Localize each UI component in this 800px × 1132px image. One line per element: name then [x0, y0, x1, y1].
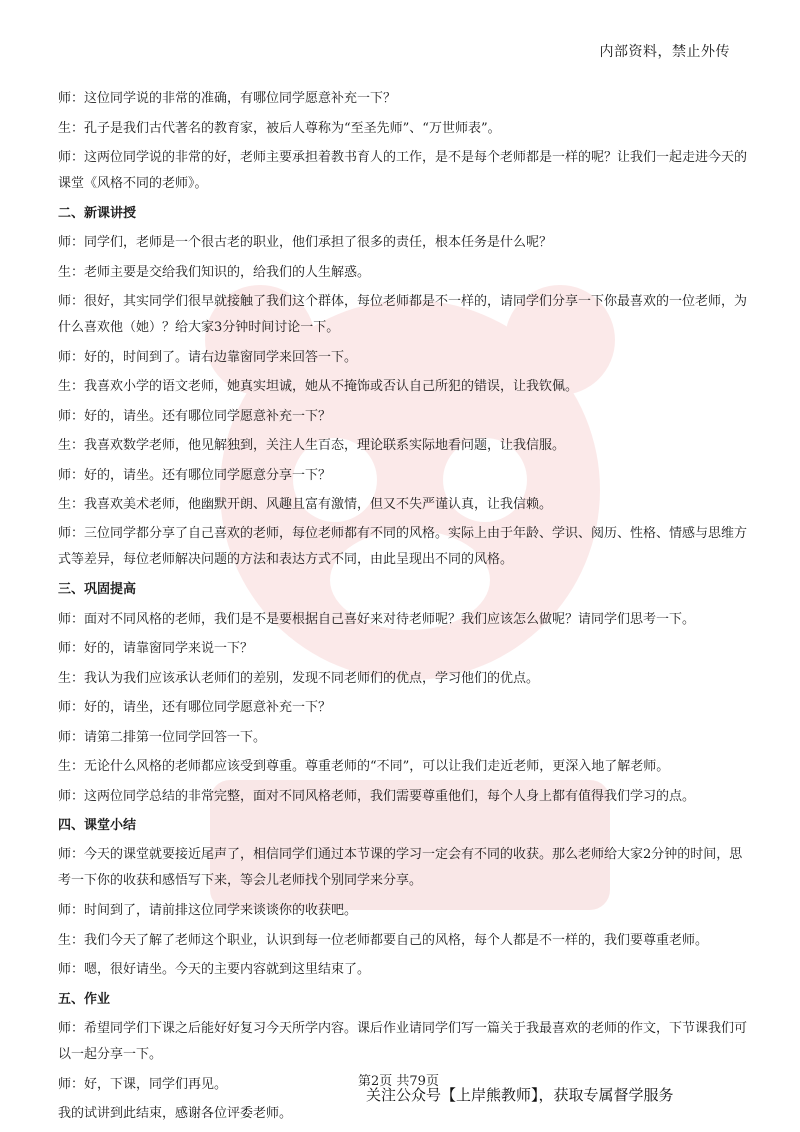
section-heading: 三、巩固提高	[58, 582, 137, 597]
dialogue-line: 生：我喜欢数学老师，他见解独到，关注人生百态，理论联系实际地看问题，让我信服。	[58, 438, 566, 453]
dialogue-line: 生：无论什么风格的老师都应该受到尊重。尊重老师的“不同”，可以让我们走近老师，更深入地了解老师。	[58, 759, 670, 774]
header-note: 内部资料，禁止外传	[599, 44, 730, 60]
dialogue-line: 生：我认为我们应该承认老师们的差别，发现不同老师们的优点，学习他们的优点。	[58, 670, 540, 686]
page-number: 第2页 共79页	[358, 1074, 439, 1089]
section-heading: 二、新课讲授	[58, 205, 137, 221]
dialogue-line: 生：孔子是我们古代著名的教育家，被后人尊称为“至圣先师”、“万世师表”。	[58, 120, 501, 136]
dialogue-line: 师：好的，请靠窗同学来说一下？	[58, 641, 254, 656]
dialogue-line: 我的试讲到此结束，感谢各位评委老师。	[58, 1106, 293, 1121]
section-heading: 四、课堂小结	[58, 818, 137, 833]
dialogue-line: 师：请第二排第一位同学回答一下。	[58, 729, 267, 745]
dialogue-line: 师：这两位同学总结的非常完整，面对不同风格老师，我们需要尊重他们，每个人身上都有值得我们学习的点。	[58, 788, 696, 804]
dialogue-line: 生：我们今天了解了老师这个职业，认识到每一位老师都要自己的风格，每个人都是不一样的，我们要尊重老师。	[58, 932, 709, 948]
dialogue-line: 师：时间到了，请前排这位同学来谈谈你的收获吧。	[58, 903, 358, 918]
dialogue-paragraph: 师：这两位同学说的非常的好，老师主要承担着教书育人的工作，是不是每个老师都是一样的呢？让我们一起走进今天的课堂《风格不同的老师》。	[58, 149, 748, 191]
dialogue-line: 师：好的，请坐。还有哪位同学愿意补充一下？	[58, 408, 332, 424]
dialogue-line: 师：这位同学说的非常的准确，有哪位同学愿意补充一下？	[58, 91, 397, 106]
dialogue-line: 师：好的，请坐。还有哪位同学愿意分享一下？	[58, 467, 332, 483]
dialogue-line: 生：我喜欢美术老师，他幽默开朗、风趣且富有激情，但又不失严谨认真，让我信赖。	[58, 497, 553, 512]
dialogue-line: 生：我喜欢小学的语文老师，她真实坦诚，她从不掩饰或否认自己所犯的错误，让我钦佩。	[58, 379, 579, 394]
dialogue-line: 师：面对不同风格的老师，我们是不是要根据自己喜好来对待老师呢？我们应该怎么做呢？请同学们思考一下。	[58, 611, 696, 627]
document-body	[58, 84, 748, 1129]
dialogue-line: 师：同学们，老师是一个很古老的职业，他们承担了很多的责任，根本任务是什么呢？	[58, 235, 553, 250]
section-heading: 五、作业	[58, 991, 111, 1007]
dialogue-line: 师：好的，时间到了。请右边靠窗同学来回答一下。	[58, 349, 358, 365]
dialogue-paragraph: 师：今天的课堂就要接近尾声了，相信同学们通过本节课的学习一定会有不同的收获。那么老师给大家2分钟的时间，思考一下你的收获和感悟写下来，等会儿老师找个别同学来分享。	[58, 847, 743, 888]
footer-promo: 关注公众号【上岸熊教师】，获取专属督学服务	[366, 1086, 674, 1104]
dialogue-line: 师：好的，请坐，还有哪位同学愿意补充一下？	[58, 700, 332, 715]
dialogue-paragraph: 师：很好，其实同学们很早就接触了我们这个群体，每位老师都是不一样的，请同学们分享一下你最喜欢的一位老师，为什么喜欢他（她）？给大家3分钟时间讨论一下。	[58, 293, 748, 335]
dialogue-line: 师：嗯，很好请坐。今天的主要内容就到这里结束了。	[58, 962, 371, 977]
dialogue-paragraph: 师：希望同学们下课之后能好好复习今天所学内容。课后作业请同学们写一篇关于我最喜欢的老师的作文，下节课我们可以一起分享一下。	[58, 1020, 748, 1062]
dialogue-line: 师：好，下课，同学们再见。	[58, 1076, 228, 1092]
dialogue-paragraph: 师：三位同学都分享了自己喜欢的老师，每位老师都有不同的风格。实际上由于年龄、学识、阅历、性格、情感与思维方式等差异，每位老师解决问题的方法和表达方式不同，由此呈现出不同的风格。	[58, 526, 748, 567]
dialogue-line: 生：老师主要是交给我们知识的，给我们的人生解惑。	[58, 264, 371, 280]
